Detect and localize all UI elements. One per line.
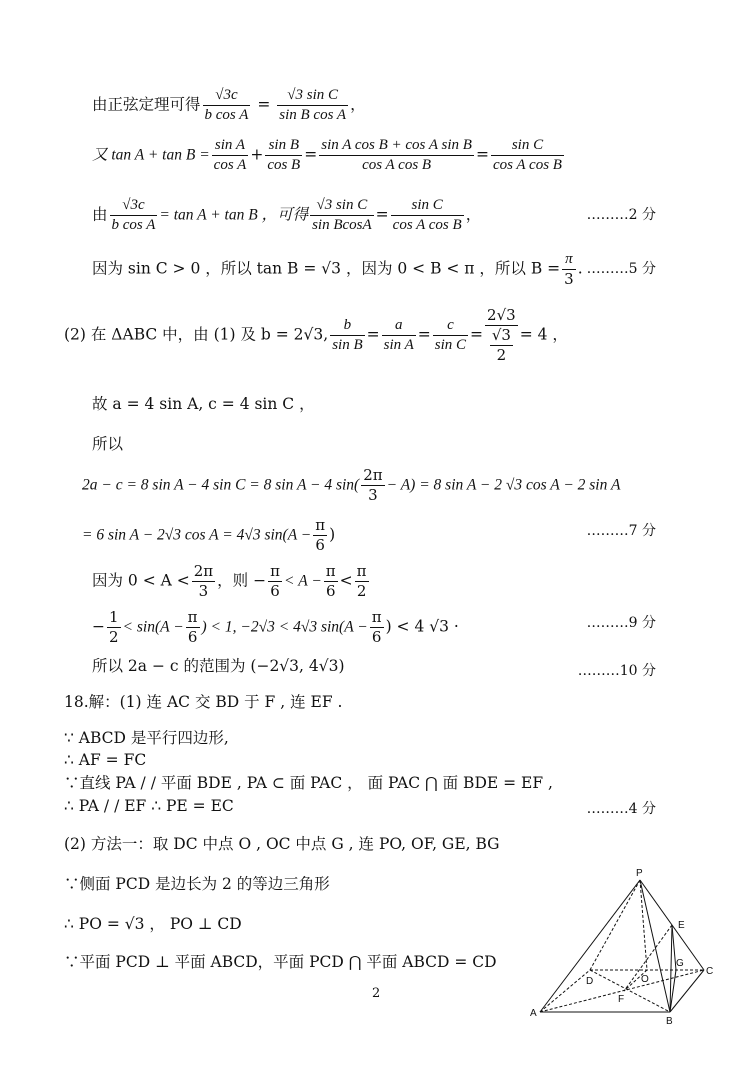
- pyramid-figure: [528, 866, 728, 1026]
- equation-line-2: 又 tan A + tan B = $\frac{\text{sin A}}{\text{cos A}}$ + $\frac{\text{sin B}}{\text{cos B}}$ = $\frac{\text{sin A cos B + cos A sin B}}{\text{cos A cos B}}$ = $\frac{\text{sin C}}{\text{cos A cos B}}$: [92, 137, 562, 173]
- score-mark: ………7 分: [586, 523, 656, 539]
- vertex-label-C: C: [706, 966, 714, 977]
- equation-line-11: − $\frac{1}{2}$ < sin(A − $\frac{\pi}{6}$ ) < 1, −2√3 < 4√3 sin(A − $\frac{\pi}{6}$ ) < 4 √3 ·: [92, 608, 459, 646]
- equation-line-4: 因为 sin C > 0 ，所以 tan B = √3 ，因为 0 < B < π ，所以 B = $\frac{\pi}{3}$ .: [92, 251, 583, 288]
- equation-line-1: 由正弦定理可得 $\frac{√3c}{\text{b cos A}}$ = $\frac{\text{√3 sin C}}{\text{sin B cos A}}$ ，: [92, 87, 366, 123]
- fraction: $\frac{√3}{2}$: [491, 326, 511, 364]
- fraction: $\frac{\text{sin C}}{\text{cos A cos B}}$: [492, 137, 562, 173]
- equation-line-12: 所以 2a − c 的范围为 (−2√3, 4√3): [92, 657, 345, 675]
- fraction: $\frac{\pi}{6}$: [187, 608, 198, 646]
- fraction: $\frac{\pi}{6}$: [325, 562, 336, 600]
- score-mark: ………5 分: [586, 261, 656, 277]
- fraction: $\frac{√3c}{\text{b cos A}}$: [204, 87, 249, 123]
- vertex-label-P: P: [636, 868, 643, 879]
- proof-line-14: ∵ ABCD 是平行四边形,: [64, 729, 229, 747]
- fraction: $\frac{\pi}{6}$: [315, 516, 326, 554]
- equation-line-10: 因为 0 < A < $\frac{2\pi}{3}$ ，则 − $\frac{\pi}{6}$ < A − $\frac{\pi}{6}$ < $\frac{\pi}{2}$: [92, 562, 367, 600]
- edge-PA: [540, 880, 640, 1012]
- score-mark: ………9 分: [586, 615, 656, 631]
- vertex-label-B: B: [666, 1016, 673, 1026]
- score-mark: ………10 分: [577, 663, 656, 679]
- fraction: $\frac{b}{\text{sin B}}$: [332, 317, 363, 353]
- page-number: 2: [372, 986, 381, 1001]
- proof-line-18: (2) 方法一：取 DC 中点 O , OC 中点 G , 连 PO, OF, GE, BG: [64, 835, 500, 853]
- fraction: $\frac{2\pi}{3}$: [363, 466, 383, 504]
- point-label-F: F: [618, 994, 625, 1005]
- proof-line-17: ∴ PA / / EF ∴ PE = EC: [64, 797, 234, 815]
- problem-18-heading: 18.解：(1) 连 AC 交 BD 于 F , 连 EF .: [64, 693, 343, 711]
- equation-line-6: 故 a = 4 sin A, c = 4 sin C ，: [92, 395, 315, 413]
- fraction: $\frac{\text{sin A}}{\text{cos A}}$: [213, 137, 247, 173]
- fraction: $\frac{\pi}{6}$: [270, 562, 280, 600]
- fraction: $\frac{\text{√3 sin C}}{\text{sin B cos A}}$: [279, 87, 347, 123]
- equation-line-9: = 6 sin A − 2√3 cos A = 4√3 sin(A − $\frac{\pi}{6}$ ): [82, 516, 336, 554]
- text-line-7: 所以: [92, 435, 124, 453]
- edge-PB: [640, 880, 670, 1012]
- fraction: $\frac{2√3}{\frac{√3}{2}}$: [487, 306, 516, 364]
- proof-line-15: ∴ AF = FC: [64, 751, 147, 769]
- fraction: $\frac{\text{sin C}}{\text{cos A cos B}}$: [392, 197, 462, 233]
- point-label-G: G: [676, 958, 684, 969]
- proof-line-16: ∵直线 PA / / 平面 BDE , PA ⊂ 面 PAC ， 面 PAC ⋂ 面 BDE = EF ,: [64, 774, 553, 792]
- equation-line-8: 2a − c = 8 sin A − 4 sin C = 8 sin A − 4 sin( $\frac{2\pi}{3}$ − A) = 8 sin A − 2 √3 cos A − 2 sin A: [82, 466, 621, 504]
- fraction: $\frac{c}{\text{sin C}}$: [434, 317, 467, 353]
- vertex-label-D: D: [586, 976, 594, 987]
- fraction: $\frac{√3c}{\text{b cos A}}$: [111, 197, 156, 233]
- fraction: $\frac{\text{sin A cos B + cos A sin B}}{\text{cos A cos B}}$: [321, 137, 472, 173]
- equation-line-3: 由 $\frac{√3c}{\text{b cos A}}$ = tan A + tan B ，可得 $\frac{\text{√3 sin C}}{\text{sin BcosA}}$ = $\frac{\text{sin C}}{\text{cos A cos B}}$ ，: [92, 197, 482, 233]
- fraction: $\frac{\pi}{2}$: [356, 562, 367, 600]
- score-mark: ………4 分: [586, 801, 656, 817]
- fraction: $\frac{a}{\text{sin A}}$: [383, 317, 414, 353]
- equation-line-5: (2) 在 ΔABC 中，由 (1) 及 b = 2√3, $\frac{b}{\text{sin B}}$ = $\frac{a}{\text{sin A}}$ = $\frac{c}{\text{sin C}}$ = $\frac{2√3}{\frac{√3}{2}}$ = 4 ，: [64, 306, 568, 364]
- fraction: $\frac{\pi}{3}$: [564, 251, 574, 288]
- proof-line-21: ∵平面 PCD ⊥ 平面 ABCD，平面 PCD ⋂ 平面 ABCD = CD: [64, 953, 497, 971]
- fraction: $\frac{\pi}{6}$: [371, 608, 382, 646]
- fraction: $\frac{\text{√3 sin C}}{\text{sin BcosA}}$: [312, 197, 372, 233]
- vertex-label-A: A: [530, 1008, 537, 1019]
- edge-PD: [590, 880, 640, 970]
- fraction: $\frac{2\pi}{3}$: [193, 562, 214, 600]
- proof-line-19: ∵侧面 PCD 是边长为 2 的等边三角形: [64, 875, 330, 893]
- diag-BD: [590, 970, 670, 1012]
- proof-line-20: ∴ PO = √3 ， PO ⊥ CD: [64, 915, 242, 933]
- point-label-O: O: [641, 974, 649, 985]
- score-mark: ………2 分: [586, 207, 656, 223]
- vertex-label-E: E: [678, 920, 685, 931]
- nested-fraction: [485, 326, 518, 365]
- fraction: $\frac{1}{2}$: [109, 608, 119, 646]
- fraction: $\frac{\text{sin B}}{\text{cos B}}$: [267, 137, 301, 173]
